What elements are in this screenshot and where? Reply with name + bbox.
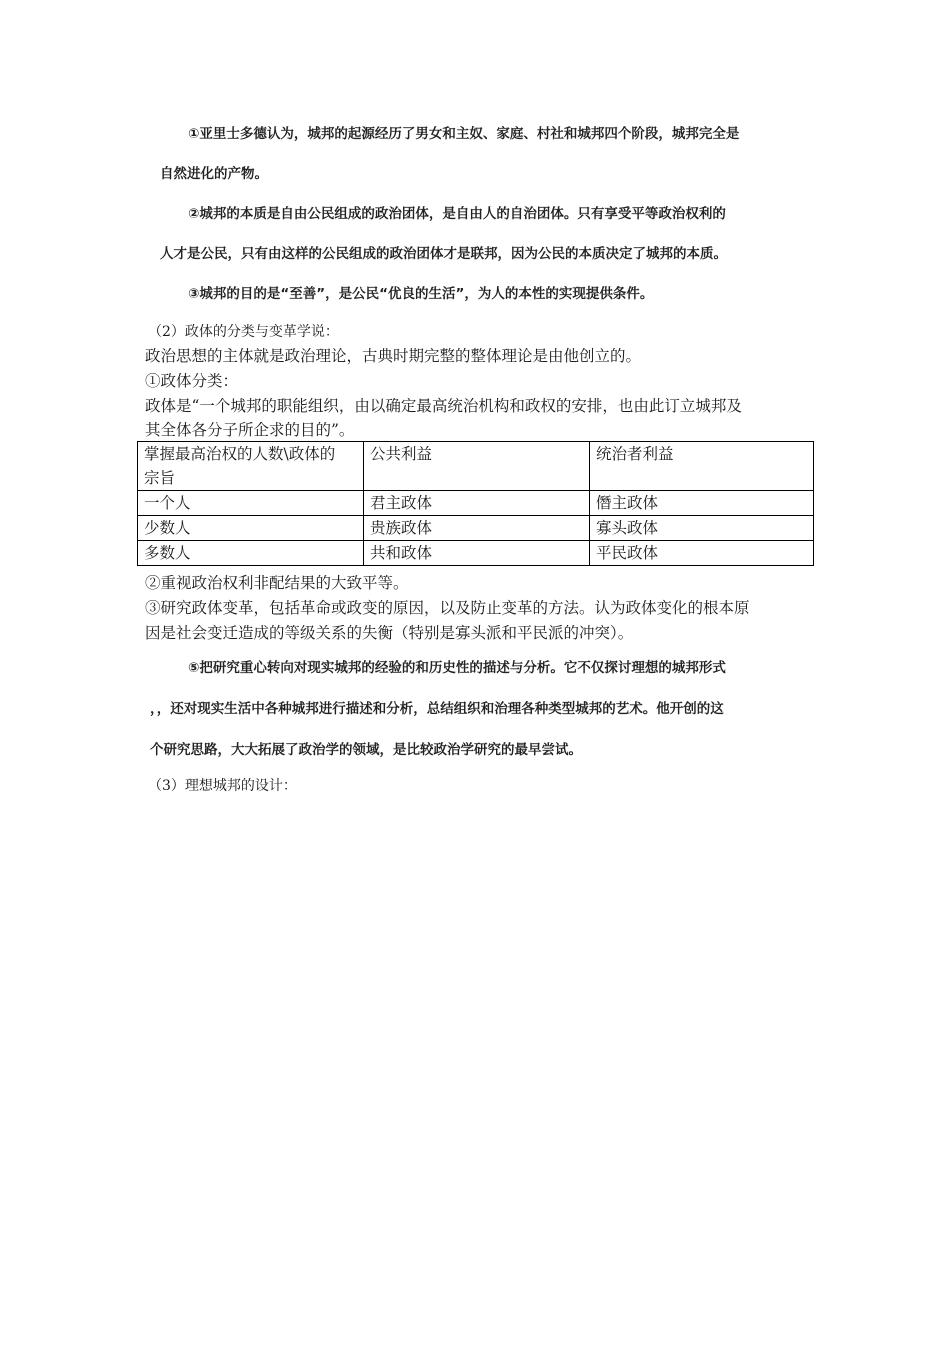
table-row xyxy=(138,491,814,516)
table-cell: 平民政体 xyxy=(590,541,814,566)
section-2-point-3-line-1: ③研究政体变革，包括革命或政变的原因，以及防止变革的方法。认为政体变化的根本原 xyxy=(145,599,750,617)
comparative-line-2: ，，还对现实生活中各种城邦进行描述和分析，总结组织和治理各种类型城邦的艺术。他开创的这 xyxy=(150,701,724,717)
polity-table xyxy=(137,441,814,566)
table-cell: 贵族政体 xyxy=(364,516,590,541)
comparative-line-3: 个研究思路，大大拓展了政治学的领域，是比较政治学研究的最早尝试。 xyxy=(150,742,582,758)
table-cell: 共和政体 xyxy=(364,541,590,566)
table-cell: 僭主政体 xyxy=(590,491,814,516)
table-row xyxy=(138,516,814,541)
polity-definition-line-2: 其全体各分子所企求的目的”。 xyxy=(145,421,355,439)
section-2-point-3-line-2: 因是社会变迁造成的等级关系的失衡（特别是寡头派和平民派的冲突）。 xyxy=(145,624,634,642)
section-2-heading: （2）政体的分类与变革学说： xyxy=(148,324,339,340)
section-2-intro: 政治思想的主体就是政治理论，古典时期完整的整体理论是由他创立的。 xyxy=(145,347,642,365)
table-header-row xyxy=(138,442,814,491)
table-cell: 君主政体 xyxy=(364,491,590,516)
table-cell: 少数人 xyxy=(138,516,364,541)
table-header-cell: 统治者利益 xyxy=(590,442,814,491)
point-2-line-2: 人才是公民，只有由这样的公民组成的政治团体才是联邦，因为公民的本质决定了城邦的本质。 xyxy=(160,246,727,262)
table-row xyxy=(138,541,814,566)
polity-definition-line-1: 政体是“一个城邦的职能组织，由以确定最高统治机构和政权的安排，也由此订立城邦及 xyxy=(145,397,742,415)
table-header-cell xyxy=(138,442,364,491)
table-cell: 多数人 xyxy=(138,541,364,566)
table-header-cell: 公共利益 xyxy=(364,442,590,491)
section-2-point-2: ②重视政治权利非配结果的大致平等。 xyxy=(145,574,409,592)
point-2-line-1: ②城邦的本质是自由公民组成的政治团体，是自由人的自治团体。只有享受平等政治权利的 xyxy=(188,206,726,222)
header-cell-line: 掌握最高治权的人数\政体的 xyxy=(144,445,336,463)
section-2-sub-1: ①政体分类： xyxy=(145,372,239,390)
header-cell-line: 宗旨 xyxy=(144,469,176,487)
table-cell: 一个人 xyxy=(138,491,364,516)
point-3: ③城邦的目的是“至善”，是公民“优良的生活”，为人的本性的实现提供条件。 xyxy=(188,286,654,302)
comparative-line-1: ⑤把研究重心转向对现实城邦的经验的和历史性的描述与分析。它不仅探讨理想的城邦形式 xyxy=(188,660,726,676)
point-1-line-2: 自然进化的产物。 xyxy=(160,166,268,182)
point-1-line-1: ①亚里士多德认为，城邦的起源经历了男女和主奴、家庭、村社和城邦四个阶段，城邦完全是 xyxy=(188,126,740,142)
table-cell: 寡头政体 xyxy=(590,516,814,541)
section-3-heading: （3）理想城邦的设计： xyxy=(148,778,297,794)
